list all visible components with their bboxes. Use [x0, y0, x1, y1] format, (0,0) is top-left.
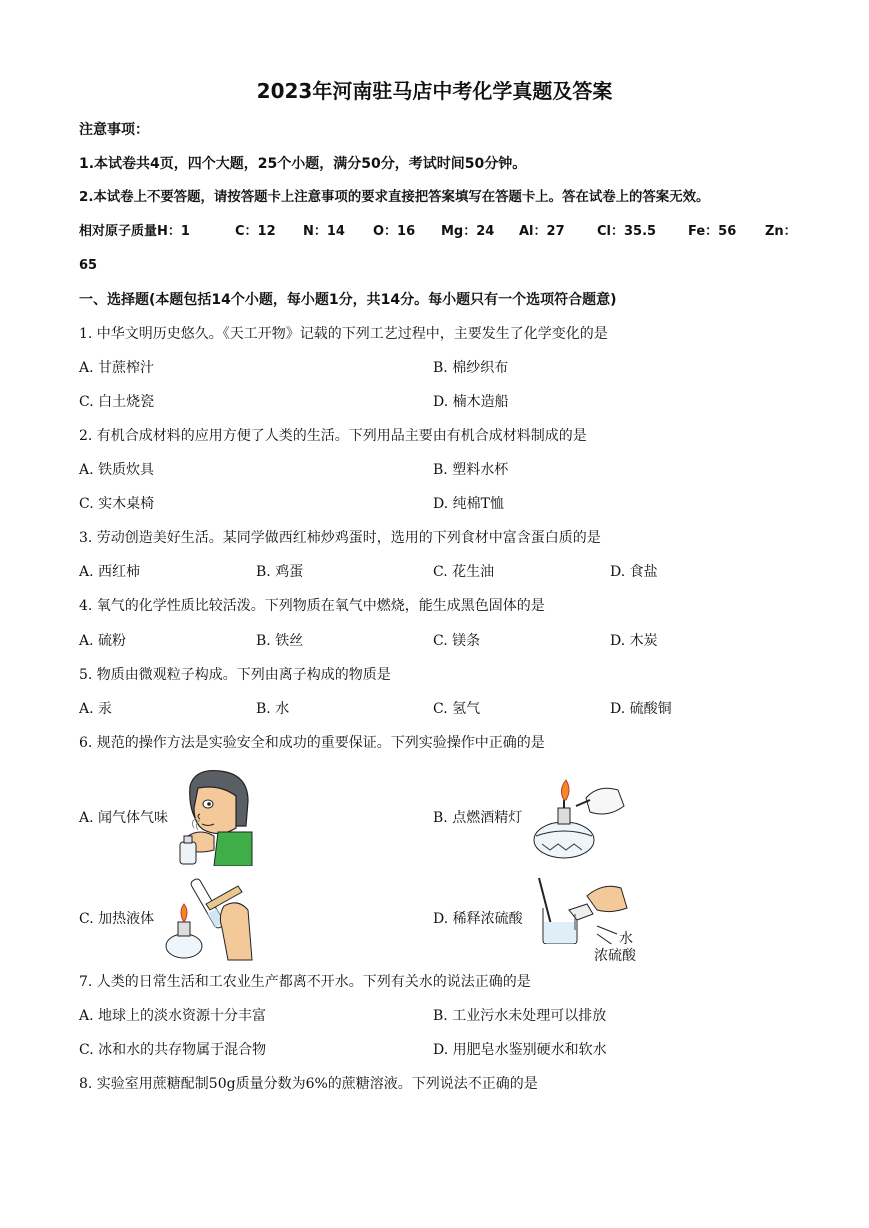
- q3-option-b: B. 鸡蛋: [256, 564, 304, 580]
- mass-o: O：16: [373, 224, 416, 239]
- mass-al: Al：27: [519, 224, 565, 239]
- question-8-stem: 8. 实验室用蔗糖配制50g质量分数为6%的蔗糖溶液。下列说法不正确的是: [79, 1076, 538, 1092]
- mass-h: H：1: [157, 224, 190, 239]
- q5-option-a: A. 汞: [79, 701, 113, 717]
- notice-item-1: 1.本试卷共4页，四个大题，25个小题，满分50分，考试时间50分钟。: [79, 156, 527, 172]
- q5-option-c: C. 氢气: [433, 701, 481, 717]
- label-conc-acid: 浓硫酸: [594, 948, 636, 964]
- q2-option-c: C. 实木桌椅: [79, 496, 155, 512]
- question-6-stem: 6. 规范的操作方法是实验安全和成功的重要保证。下列实验操作中正确的是: [79, 735, 545, 751]
- mass-c: C：12: [235, 224, 276, 239]
- notice-heading: 注意事项：: [79, 122, 149, 138]
- mass-n: N：14: [303, 224, 345, 239]
- question-7-stem: 7. 人类的日常生活和工农业生产都离不开水。下列有关水的说法正确的是: [79, 974, 531, 990]
- mass-zn: Zn：: [765, 224, 797, 239]
- q1-option-b: B. 棉纱织布: [433, 360, 509, 376]
- question-5-stem: 5. 物质由微观粒子构成。下列由离子构成的物质是: [79, 667, 391, 683]
- label-water: 水: [619, 931, 633, 947]
- mass-mg: Mg：24: [441, 224, 495, 239]
- alcohol-lamp-lighting-figure: [528, 778, 628, 860]
- notice-item-2: 2.本试卷上不要答题，请按答题卡上注意事项的要求直接把答案填写在答题卡上。答在试卷上的答案无效。: [79, 190, 710, 205]
- q3-option-d: D. 食盐: [610, 564, 658, 580]
- question-1-stem: 1. 中华文明历史悠久。《天工开物》记载的下列工艺过程中，主要发生了化学变化的是: [79, 326, 608, 342]
- page-title: 2023年河南驻马店中考化学真题及答案: [256, 79, 613, 103]
- q3-option-c: C. 花生油: [433, 564, 495, 580]
- question-2-stem: 2. 有机合成材料的应用方便了人类的生活。下列用品主要由有机合成材料制成的是: [79, 428, 587, 444]
- q7-option-b: B. 工业污水未处理可以排放: [433, 1008, 607, 1024]
- q2-option-d: D. 纯棉T恤: [433, 496, 504, 512]
- q2-option-b: B. 塑料水杯: [433, 462, 509, 478]
- atomic-mass-line: [79, 223, 190, 241]
- q6-option-b: B. 点燃酒精灯: [433, 810, 523, 826]
- q1-option-c: C. 白土烧瓷: [79, 394, 155, 410]
- q6-option-d: D. 稀释浓硫酸: [433, 911, 523, 927]
- q7-option-c: C. 冰和水的共存物属于混合物: [79, 1042, 267, 1058]
- section-heading: 一、选择题(本题包括14个小题，每小题1分，共14分。每小题只有一个选项符合题意): [79, 292, 617, 308]
- mass-cl: Cl：35.5: [597, 224, 657, 239]
- q5-option-d: D. 硫酸铜: [610, 701, 672, 717]
- q6-option-a: A. 闻气体气味: [79, 810, 169, 826]
- question-3-stem: 3. 劳动创造美好生活。某同学做西红柿炒鸡蛋时，选用的下列食材中富含蛋白质的是: [79, 530, 601, 546]
- q4-option-b: B. 铁丝: [256, 633, 304, 649]
- q7-option-a: A. 地球上的淡水资源十分丰富: [79, 1008, 267, 1024]
- q3-option-a: A. 西红柿: [79, 564, 141, 580]
- question-4-stem: 4. 氧气的化学性质比较活泼。下列物质在氧气中燃烧，能生成黑色固体的是: [79, 598, 545, 614]
- q4-option-c: C. 镁条: [433, 633, 481, 649]
- mass-fe: Fe：56: [688, 224, 737, 239]
- q4-option-d: D. 木炭: [610, 633, 658, 649]
- q1-option-d: D. 楠木造船: [433, 394, 509, 410]
- q2-option-a: A. 铁质炊具: [79, 462, 155, 478]
- q5-option-b: B. 水: [256, 701, 290, 717]
- heating-liquid-figure: [164, 876, 254, 962]
- mass-zn-value: 65: [79, 258, 98, 273]
- q6-option-c: C. 加热液体: [79, 911, 155, 927]
- dilute-acid-figure: [533, 874, 633, 944]
- atomic-mass-label: 相对原子质量: [79, 224, 158, 239]
- q4-option-a: A. 硫粉: [79, 633, 127, 649]
- q7-option-d: D. 用肥皂水鉴别硬水和软水: [433, 1042, 607, 1058]
- q1-option-a: A. 甘蔗榨汁: [79, 360, 155, 376]
- smelling-gas-figure: [160, 766, 255, 866]
